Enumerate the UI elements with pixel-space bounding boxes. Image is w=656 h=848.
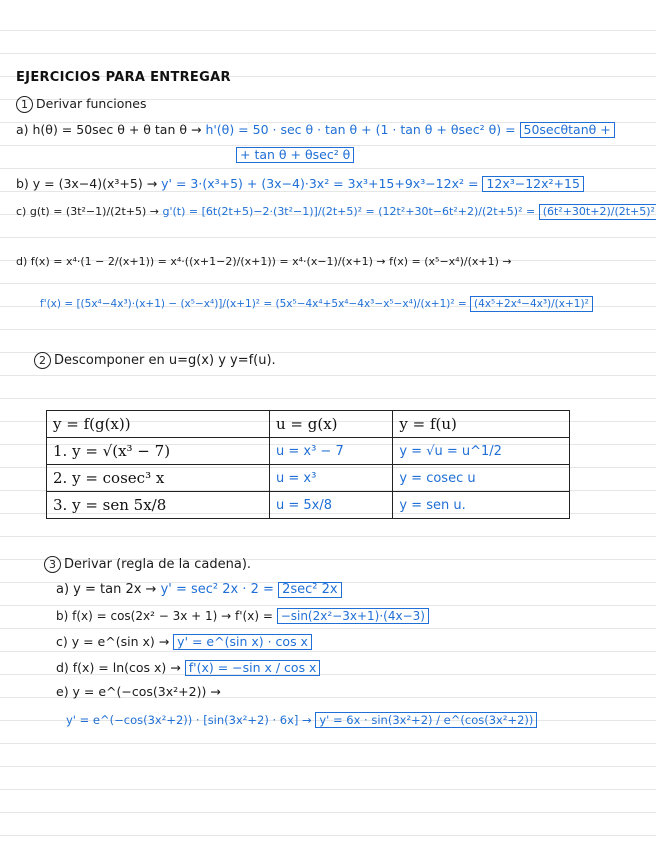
table-cell: u = x³ — [270, 465, 393, 492]
exercise-1d-answer: (4x⁵+2x⁴−4x³)/(x+1)² — [470, 296, 593, 312]
exercise-1b-answer: 12x³−12x²+15 — [482, 176, 583, 192]
exercise-3d — [56, 660, 320, 676]
table-cell: 2. y = cosec³ x — [47, 465, 270, 492]
exercise-1c-work: g'(t) = [6t(2t+5)−2·(3t²−1)]/(2t+5)² = (12t²+30t−6t²+2)/(2t+5)² = — [162, 205, 539, 218]
exercise-1a-answer-cont: + tan θ + θsec² θ — [236, 147, 354, 163]
table-row — [47, 492, 570, 519]
section-number: 1 — [16, 96, 33, 113]
table-cell: y = cosec u — [393, 465, 570, 492]
section-3-heading — [44, 556, 251, 573]
table-header: y = f(g(x)) — [47, 411, 270, 438]
exercise-1a-answer: 50secθtanθ + — [520, 122, 615, 138]
page-title: EJERCICIOS PARA ENTREGAR — [16, 70, 231, 85]
table-header: u = g(x) — [270, 411, 393, 438]
exercise-1b — [16, 176, 584, 192]
exercise-3e-answer: y' = 6x · sin(3x²+2) / e^(cos(3x²+2)) — [315, 712, 537, 728]
exercise-1c-answer: (6t²+30t+2)/(2t+5)² — [539, 204, 656, 220]
section-1-heading — [16, 96, 146, 113]
exercise-1d-work: f'(x) = [(5x⁴−4x³)·(x+1) − (x⁵−x⁴)]/(x+1)² = (5x⁵−4x⁴+5x⁴−4x³−x⁵−x⁴)/(x+1)² = — [40, 298, 471, 310]
exercise-1a — [16, 122, 615, 138]
table-cell: 3. y = sen 5x/8 — [47, 492, 270, 519]
table-row — [47, 438, 570, 465]
exercise-1a-question: a) h(θ) = 50sec θ + θ tan θ → — [16, 122, 206, 137]
section-3-title: Derivar (regla de la cadena). — [64, 557, 252, 572]
section-1-title: Derivar funciones — [36, 96, 147, 111]
exercise-1d-derivative — [40, 296, 593, 312]
section-2-heading — [34, 352, 276, 369]
section-number: 3 — [44, 556, 61, 573]
exercise-1b-question: b) y = (3x−4)(x³+5) → — [16, 176, 162, 191]
decomposition-table — [46, 410, 570, 519]
table-cell: 1. y = √(x³ − 7) — [47, 438, 270, 465]
exercise-3b-answer: −sin(2x²−3x+1)·(4x−3) — [277, 608, 429, 624]
exercise-3a-answer: 2sec² 2x — [278, 582, 342, 598]
section-number: 2 — [34, 352, 51, 369]
section-2-title: Descomponer en u=g(x) y y=f(u). — [54, 353, 276, 368]
table-header-row — [47, 411, 570, 438]
table-row — [47, 465, 570, 492]
exercise-1a-continued — [236, 147, 354, 163]
exercise-3b — [56, 608, 429, 624]
exercise-3d-answer: f'(x) = −sin x / cos x — [185, 660, 321, 676]
exercise-1d-line1: d) f(x) = x⁴·(1 − 2/(x+1)) = x⁴·((x+1−2)/(x+1)) = x⁴·(x−1)/(x+1) → f(x) = (x⁵−x⁴)/(x+1) → — [16, 255, 512, 268]
exercise-3e — [56, 684, 221, 700]
table-cell: y = sen u. — [393, 492, 570, 519]
exercise-1d — [16, 254, 512, 270]
exercise-1c-question: c) g(t) = (3t²−1)/(2t+5) → — [16, 205, 163, 218]
exercise-3a-question: a) y = tan 2x → — [56, 582, 161, 597]
exercise-1b-work: y' = 3·(x³+5) + (3x−4)·3x² = 3x³+15+9x³−12x² = — [161, 176, 483, 191]
exercise-3c-question: c) y = e^(sin x) → — [56, 634, 174, 649]
exercise-1a-work: h'(θ) = 50 · sec θ · tan θ + (1 · tan θ + θsec² θ) = — [205, 122, 520, 137]
exercise-3e-question: e) y = e^(−cos(3x²+2)) → — [56, 684, 221, 699]
table-header: y = f(u) — [393, 411, 570, 438]
exercise-3e-work: y' = e^(−cos(3x²+2)) · [sin(3x²+2) · 6x] → — [66, 713, 316, 727]
exercise-3c — [56, 634, 312, 650]
table-cell: y = √u = u^1/2 — [393, 438, 570, 465]
exercise-3e-derivative — [66, 712, 537, 728]
exercise-3a-work: y' = sec² 2x · 2 = — [160, 582, 279, 597]
exercise-3d-question: d) f(x) = ln(cos x) → — [56, 660, 185, 675]
exercise-3c-answer: y' = e^(sin x) · cos x — [173, 634, 312, 650]
exercise-3b-question: b) f(x) = cos(2x² − 3x + 1) → f'(x) = — [56, 609, 277, 623]
exercise-3a — [56, 582, 342, 598]
table-cell: u = 5x/8 — [270, 492, 393, 519]
exercise-1c — [16, 204, 656, 220]
table-cell: u = x³ − 7 — [270, 438, 393, 465]
